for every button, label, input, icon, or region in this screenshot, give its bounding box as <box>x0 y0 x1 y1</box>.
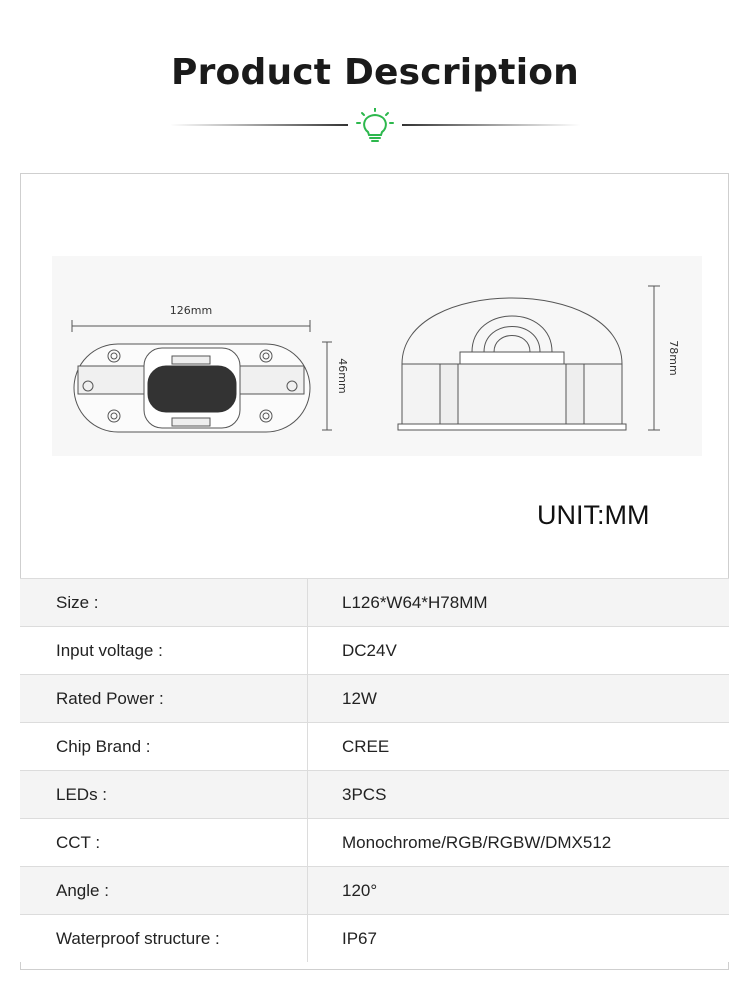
lightbulb-icon <box>357 108 393 141</box>
spec-row <box>20 771 729 819</box>
spec-label: CCT : <box>20 819 308 867</box>
width-label: 46mm <box>336 358 349 394</box>
spec-value: L126*W64*H78MM <box>308 579 730 627</box>
spec-label: Size : <box>20 579 308 627</box>
spec-label: Rated Power : <box>20 675 308 723</box>
spec-value: 12W <box>308 675 730 723</box>
dimension-drawing <box>52 256 702 456</box>
spec-row <box>20 819 729 867</box>
spec-value: IP67 <box>308 915 730 963</box>
spec-value: Monochrome/RGB/RGBW/DMX512 <box>308 819 730 867</box>
spec-value: 120° <box>308 867 730 915</box>
spec-value: CREE <box>308 723 730 771</box>
unit-label: UNIT:MM <box>537 500 650 530</box>
spec-label: Waterproof structure : <box>20 915 308 963</box>
spec-value: DC24V <box>308 627 730 675</box>
spec-row <box>20 579 729 627</box>
spec-label: LEDs : <box>20 771 308 819</box>
spec-value: 3PCS <box>308 771 730 819</box>
spec-label: Angle : <box>20 867 308 915</box>
spec-row <box>20 867 729 915</box>
length-label: 126mm <box>169 304 213 317</box>
page-title: Product Description <box>171 52 579 93</box>
spec-label: Input voltage : <box>20 627 308 675</box>
spec-row <box>20 627 729 675</box>
spec-row <box>20 915 729 963</box>
title-divider <box>0 108 750 144</box>
spec-row <box>20 675 729 723</box>
height-label: 78mm <box>667 340 680 376</box>
spec-row <box>20 723 729 771</box>
spec-label: Chip Brand : <box>20 723 308 771</box>
spec-table <box>20 578 729 962</box>
side-view-base <box>402 364 622 424</box>
